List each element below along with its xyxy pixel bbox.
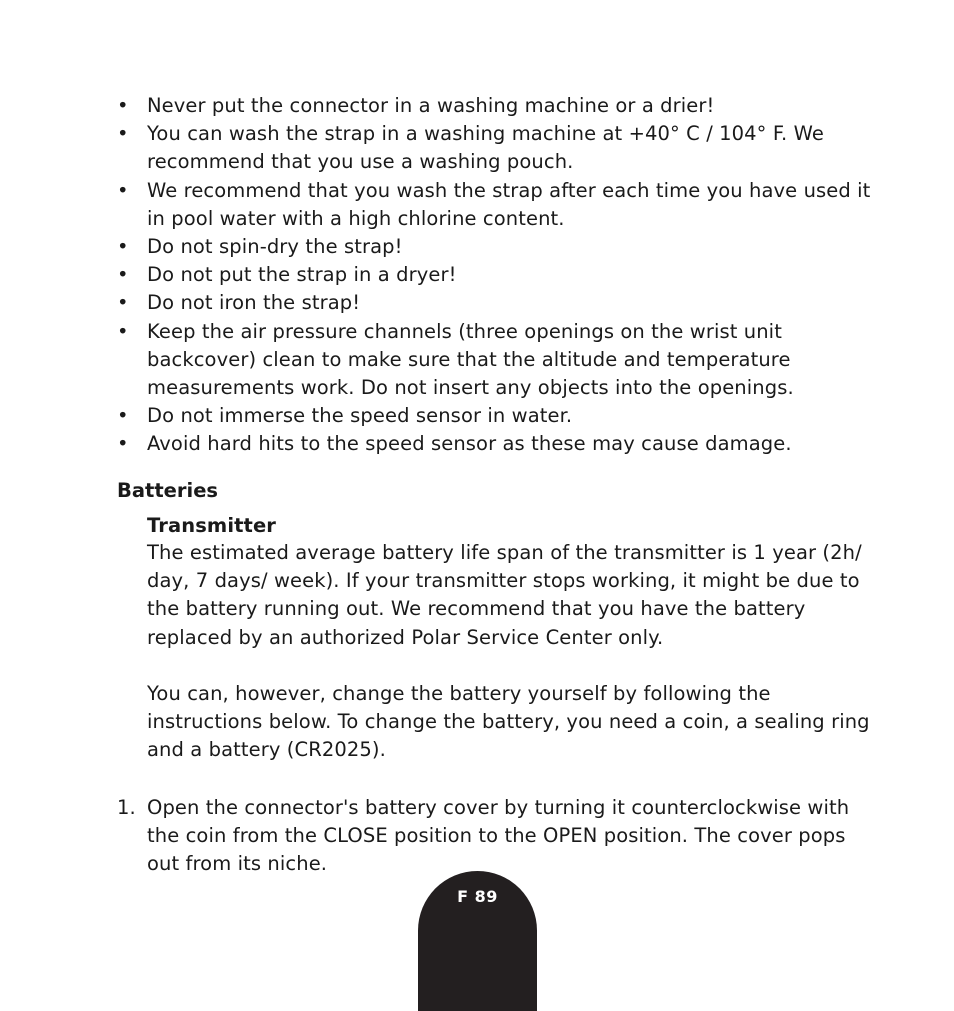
list-item [117, 402, 877, 430]
bullet-icon: • [117, 178, 129, 202]
list-item [117, 92, 877, 120]
list-item [117, 318, 877, 403]
transmitter-paragraph-2: You can, however, change the battery yourself by following the instructions below. To change the battery, you need a coin, a sealing ring and a battery (CR2025). [147, 682, 870, 762]
step-item [117, 794, 877, 879]
bullet-icon: • [117, 404, 129, 428]
list-item-text: Do not spin-dry the strap! [147, 235, 403, 259]
page-number-tab [418, 871, 537, 1011]
care-instructions-list [117, 92, 877, 459]
list-item [117, 289, 877, 317]
page-number: F 89 [457, 887, 498, 906]
paragraph-spacer [147, 652, 877, 680]
step-number: 1. [117, 796, 136, 819]
list-item-text: We recommend that you wash the strap after each time you have used it in pool water with a high chlorine content. [147, 178, 871, 230]
bullet-icon: • [117, 319, 129, 343]
list-item [117, 430, 877, 458]
bullet-icon: • [117, 291, 129, 315]
list-item-text: Do not put the strap in a dryer! [147, 263, 457, 287]
transmitter-section [147, 513, 877, 765]
list-item-text: Keep the air pressure channels (three openings on the wrist unit backcover) clean to make sure that the altitude and temperature measurements work. Do not insert any objects into the openings. [147, 319, 794, 400]
list-item-text: Never put the connector in a washing machine or a drier! [147, 94, 715, 117]
batteries-heading: Batteries [117, 479, 219, 502]
bullet-icon: • [117, 432, 129, 456]
battery-steps-list [117, 794, 877, 879]
bullet-icon: • [117, 235, 129, 259]
list-item-text: Do not immerse the speed sensor in water. [147, 404, 573, 428]
list-item-text: You can wash the strap in a washing machine at +40° C / 104° F. We recommend that you use a washing pouch. [147, 122, 824, 174]
list-item [117, 177, 877, 233]
transmitter-heading: Transmitter [147, 514, 277, 537]
list-item-text: Do not iron the strap! [147, 291, 361, 315]
bullet-icon: • [117, 94, 129, 117]
step-text: Open the connector's battery cover by turning it counterclockwise with the coin from the CLOSE position to the OPEN position. The cover pops out from its niche. [147, 796, 850, 876]
list-item-text: Avoid hard hits to the speed sensor as these may cause damage. [147, 432, 792, 456]
list-item [117, 233, 877, 261]
bullet-icon: • [117, 122, 129, 146]
bullet-icon: • [117, 263, 129, 287]
list-item [117, 120, 877, 176]
transmitter-paragraph-1: The estimated average battery life span of the transmitter is 1 year (2h/ day, 7 days/ week). If your transmitter stops working, it might be due to the battery running out. We recommend that you have the battery replaced by an authorized Polar Service Center only. [147, 541, 862, 649]
list-item [117, 261, 877, 289]
